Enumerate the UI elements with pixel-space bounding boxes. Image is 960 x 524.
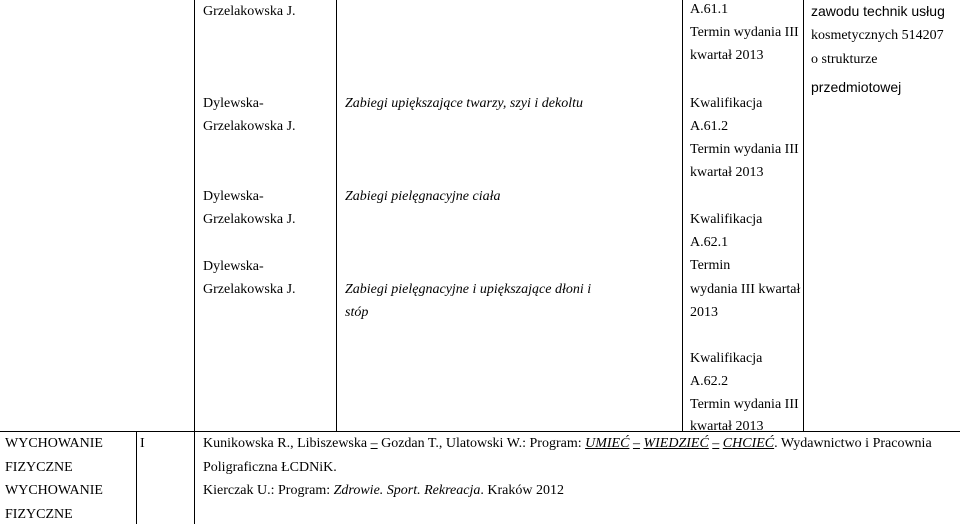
column-divider-4 <box>682 0 683 431</box>
program-reference-line-2: Poligraficzna ŁCDNiK. <box>203 460 337 475</box>
module-title-r2: Zabiegi pielęgnacyjne ciała <box>345 189 501 204</box>
subject-name: WYCHOWANIE <box>5 483 103 498</box>
qualification-line: A.61.1 <box>690 2 729 17</box>
subject-name: FIZYCZNE <box>5 507 73 522</box>
author-r2b: Grzelakowska J. <box>203 212 296 227</box>
qualification-line: A.62.1 <box>690 235 729 250</box>
qualification-line: 2013 <box>690 305 718 320</box>
column-divider-3 <box>336 0 337 431</box>
author-r2a: Dylewska- <box>203 189 264 204</box>
qualification-line: Termin wydania III <box>690 25 799 40</box>
column-divider-2 <box>194 0 195 524</box>
author-r1b: Grzelakowska J. <box>203 119 296 134</box>
subject-name: WYCHOWANIE <box>5 436 103 451</box>
qualification-line: Termin wydania III <box>690 397 799 412</box>
qualification-line: Kwalifikacja <box>690 96 763 111</box>
program-description-line: przedmiotowej <box>811 79 902 95</box>
qualification-line: Kwalifikacja <box>690 212 763 227</box>
qualification-line: A.62.2 <box>690 374 729 389</box>
author-r3a: Dylewska- <box>203 259 264 274</box>
author-r0: Grzelakowska J. <box>203 4 296 19</box>
author-r1a: Dylewska- <box>203 96 264 111</box>
program-description-line: o strukturze <box>811 52 878 67</box>
qualification-line: A.61.2 <box>690 119 729 134</box>
qualification-line: Termin wydania III <box>690 142 799 157</box>
program-reference-line-3: Kierczak U.: Program: Zdrowie. Sport. Rekreacja. Kraków 2012 <box>203 483 564 498</box>
qualification-line: kwartał 2013 <box>690 419 764 434</box>
program-reference-line-1: Kunikowska R., Libiszewska – Gozdan T., Ulatowski W.: Program: UMIEĆ – WIEDZIEĆ – CHCIEĆ. Wydawnictwo i Pracownia <box>203 436 932 451</box>
qualification-line: kwartał 2013 <box>690 165 764 180</box>
column-divider-1 <box>136 431 137 524</box>
class-level: I <box>140 436 145 451</box>
qualification-line: kwartał 2013 <box>690 48 764 63</box>
qualification-line: Kwalifikacja <box>690 351 763 366</box>
module-title-r1: Zabiegi upiększające twarzy, szyi i dekoltu <box>345 96 583 111</box>
program-description-line: kosmetycznych 514207 <box>811 28 944 43</box>
row-divider-bottom <box>0 431 960 432</box>
qualification-line: Termin <box>690 258 731 273</box>
qualification-line: wydania III kwartał <box>690 282 801 297</box>
subject-name: FIZYCZNE <box>5 460 73 475</box>
module-title-r3a: Zabiegi pielęgnacyjne i upiększające dłoni i <box>345 282 592 297</box>
column-divider-5 <box>803 0 804 431</box>
program-description-line: zawodu technik usług <box>811 3 945 19</box>
author-r3b: Grzelakowska J. <box>203 282 296 297</box>
module-title-r3b: stóp <box>345 305 369 320</box>
